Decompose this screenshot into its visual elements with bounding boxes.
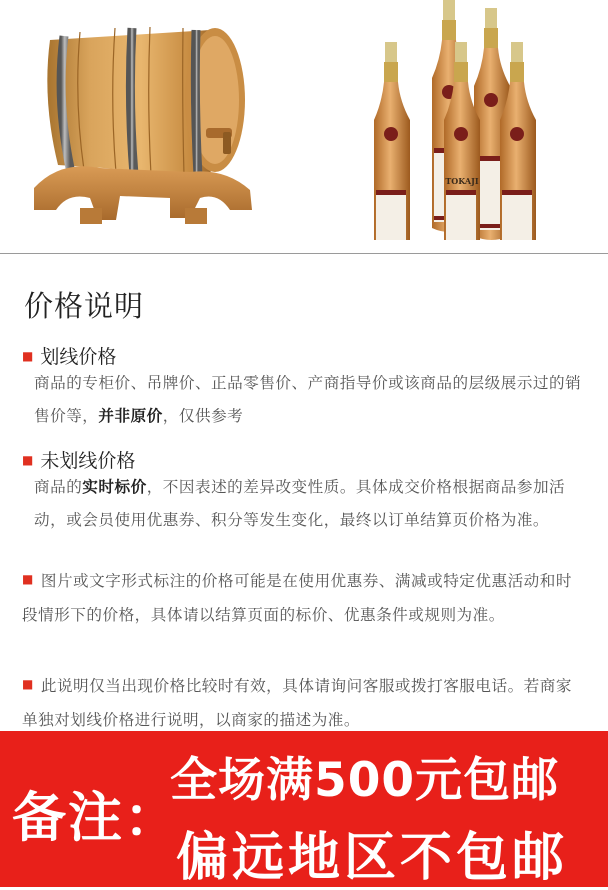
banner-remote-area-line: 偏远地区不包邮 bbox=[176, 828, 569, 888]
section-heading-non-strikethrough-price bbox=[22, 446, 135, 473]
section-heading-text: 划线价格 bbox=[40, 346, 117, 368]
section-text-strikethrough-price: 商品的专柜价、吊牌价、正品零售价、产商指导价或该商品的层级展示过的销售价等，并非原价，仅供参考 bbox=[34, 374, 582, 425]
barrel-image bbox=[20, 0, 290, 250]
page-title: 价格说明 bbox=[24, 289, 145, 323]
section-heading-text: 未划线价格 bbox=[40, 450, 136, 472]
note-1: ■ 图片或文字形式标注的价格可能是在使用优惠券、满减或特定优惠活动和时段情形下的价格，具体请以结算页面的标价、优惠条件或规则为准。 bbox=[22, 572, 572, 624]
section-divider bbox=[0, 253, 608, 254]
banner-label: 备注： bbox=[12, 786, 180, 849]
shipping-banner bbox=[0, 731, 608, 887]
bullet-icon: ■ bbox=[22, 572, 34, 586]
bottle-label-text: TOKAJI bbox=[445, 176, 479, 186]
bullet-icon: ■ bbox=[22, 349, 34, 363]
section-heading-strikethrough-price bbox=[22, 342, 116, 369]
tokaji-bottles-image bbox=[370, 0, 570, 240]
bullet-icon: ■ bbox=[22, 677, 34, 691]
bold-emphasis: 并非原价 bbox=[98, 406, 163, 425]
product-image-strip bbox=[0, 0, 608, 252]
bold-emphasis: 实时标价 bbox=[82, 478, 147, 496]
bullet-icon: ■ bbox=[22, 453, 34, 467]
note-2: ■ 此说明仅当出现价格比较时有效，具体请询问客服或拨打客服电话。若商家单独对划线价格进行说明，以商家的描述为准。 bbox=[22, 677, 572, 729]
banner-free-shipping-line: 全场满500元包邮 bbox=[170, 753, 560, 808]
section-text-non-strikethrough-price: 商品的实时标价，不因表述的差异改变性质。具体成交价格根据商品参加活动，或会员使用优惠券、积分等发生变化，最终以订单结算页价格为准。 bbox=[34, 478, 566, 529]
